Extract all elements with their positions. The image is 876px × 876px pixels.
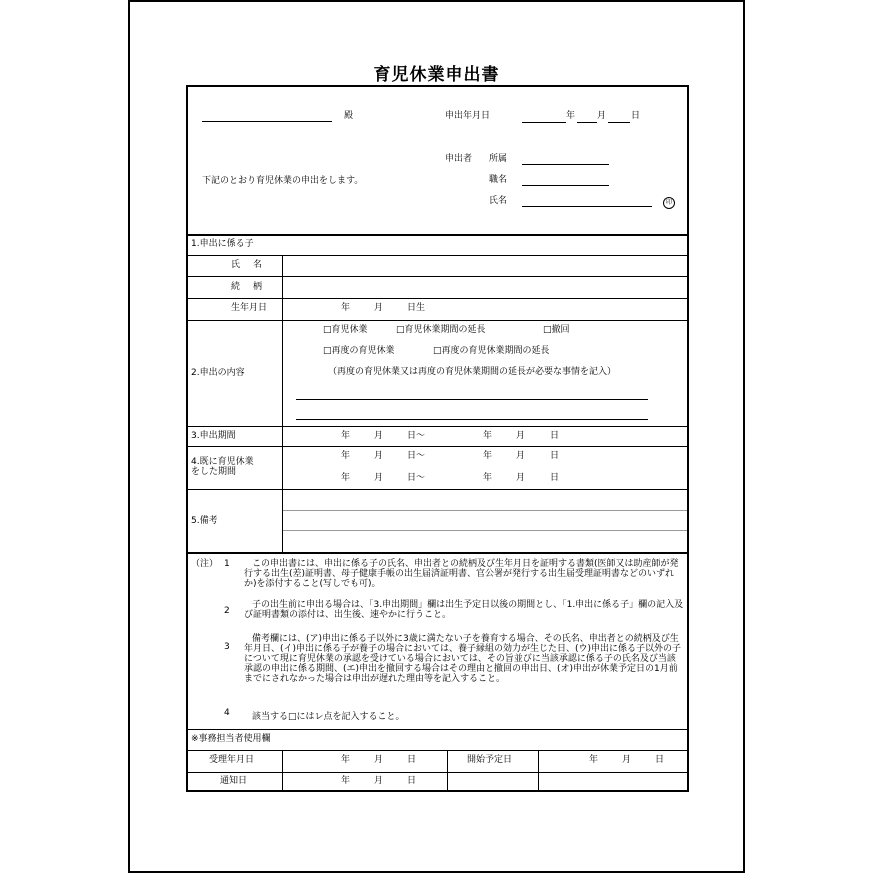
prior1-from-day: 日～ [407,451,426,461]
rule [188,255,687,256]
date-month-line[interactable] [577,122,597,123]
rule [188,750,687,751]
notice-date-label: 通知日 [220,776,248,786]
column-divider [538,750,539,792]
rule [188,446,687,447]
section2-label: 2.申出の内容 [191,368,245,378]
addressee-line[interactable] [202,121,332,122]
rule-header-bottom [188,234,687,236]
remarks-line[interactable] [283,510,687,511]
received-day: 日 [407,755,417,765]
period-to-day: 日 [550,431,560,441]
note4-text: 該当する□にはレ点を記入すること。 [252,712,405,722]
option-repeat-extension[interactable]: □再度の育児休業期間の延長 [433,346,550,356]
rule [188,298,687,299]
rule [188,320,687,321]
note2-number: 2 [224,606,230,616]
birth-month-unit: 月 [374,303,384,313]
prior2-from-month: 月 [374,473,384,483]
prior1-from-year: 年 [341,451,351,461]
statement-text: 下記のとおり育児休業の申出をします。 [202,176,364,186]
prior2-from-day: 日～ [407,473,426,483]
note1-number: 1 [224,559,230,569]
prior2-from-year: 年 [341,473,351,483]
period-to-month: 月 [516,431,526,441]
prior1-to-month: 月 [516,451,526,461]
column-divider [282,255,283,552]
section2-instruction: （再度の育児休業又は再度の育児休業期間の延長が必要な事情を記入） [328,367,617,377]
notice-month: 月 [374,776,384,786]
period-from-day: 日～ [407,431,426,441]
start-day: 日 [655,755,665,765]
option-childcare-leave[interactable]: □育児休業 [323,325,368,335]
reason-line-1[interactable] [296,399,648,400]
name-label: 氏名 [489,196,508,206]
section1-label: 1.申出に係る子 [191,239,254,249]
date-year-line[interactable] [522,122,566,123]
document-title: 育児休業申出書 [373,65,500,85]
start-date-label: 開始予定日 [467,755,513,765]
applicant-label: 申出者 [445,154,473,164]
period-from-year: 年 [341,431,351,441]
notes-prefix: （注） [191,559,219,569]
dept-line[interactable] [522,164,609,165]
note3-text: 備考欄には、(ア)申出に係る子以外に3歳に満たない子を養育する場合、その氏名、申出者との続柄及び生年月日、(イ)申出に係る子が養子の場合においては、養子縁組の効力が生じた日、(ウ)申出に係る子以外の子について現に育児休業の承認を受けている場合においては、その旨並びに当該承認に係る子の氏名及び当該承認の申出に係る期間、(エ)申出を撤回する場合はその理由と撤回の申出日、(オ)申出が休業予定日の1月前までにされなかった場合は申出が遅れた理由等を記入すること。 [244,634,682,684]
section3-label: 3.申出期間 [191,431,236,441]
start-month: 月 [622,755,632,765]
section4-label-line2: をした期間 [191,467,237,477]
rule [188,426,687,427]
rule [188,489,687,490]
dept-label: 所属 [489,154,508,164]
column-divider [447,750,448,792]
reason-line-2[interactable] [296,419,648,420]
column-divider [282,750,283,792]
child-relation-label: 続 柄 [231,282,265,292]
notice-year: 年 [341,776,351,786]
prior1-to-day: 日 [550,451,560,461]
name-line[interactable] [522,206,652,207]
date-label: 申出年月日 [445,111,491,121]
rule [188,276,687,277]
start-year: 年 [589,755,599,765]
position-line[interactable] [522,185,609,186]
birth-day-unit: 日生 [407,303,426,313]
rule [188,772,687,773]
seal-icon: 印 [663,197,675,209]
prior2-to-day: 日 [550,473,560,483]
date-month-unit: 月 [597,111,607,121]
date-year-unit: 年 [566,111,576,121]
prior2-to-month: 月 [516,473,526,483]
note4-number: 4 [224,708,230,718]
rule [188,729,687,730]
period-to-year: 年 [483,431,493,441]
notice-day: 日 [407,776,417,786]
office-use-label: ※事務担当者使用欄 [191,734,271,744]
note2-text: 子の出生前に申出る場合は、「3.申出期間」欄は出生予定日以後の期間とし、「1.申出に係る子」欄の記入及び証明書類の添付は、出生後、速やかに行うこと。 [244,600,684,620]
period-from-month: 月 [374,431,384,441]
note1-text: この申出書には、申出に係る子の氏名、申出者との続柄及び生年月日を証明する書類(医師又は助産師が発行する出生(差)証明書、母子健康手帳の出生届済証明書、官公署が発行する出生届受理証明書などのいずれか)を添付すること(写しでも可)。 [244,559,679,589]
date-day-line[interactable] [608,122,630,123]
rule-notes-top [188,552,687,554]
date-day-unit: 日 [631,111,641,121]
addressee-suffix: 殿 [344,111,354,121]
prior1-to-year: 年 [483,451,493,461]
option-repeat-leave[interactable]: □再度の育児休業 [323,346,395,356]
note3-number: 3 [224,642,230,652]
section4-label-line1: 4.既に育児休業 [191,457,254,467]
received-year: 年 [341,755,351,765]
option-withdrawal[interactable]: □撤回 [543,325,570,335]
child-birth-label: 生年月日 [231,303,268,313]
position-label: 職名 [489,175,508,185]
child-name-label: 氏 名 [231,260,265,270]
prior1-from-month: 月 [374,451,384,461]
prior2-to-year: 年 [483,473,493,483]
received-month: 月 [374,755,384,765]
application-form [186,85,689,792]
section5-label: 5.備考 [191,516,218,526]
received-date-label: 受理年月日 [209,755,255,765]
birth-year-unit: 年 [341,303,351,313]
remarks-line[interactable] [283,530,687,531]
option-leave-extension[interactable]: □育児休業期間の延長 [396,325,486,335]
